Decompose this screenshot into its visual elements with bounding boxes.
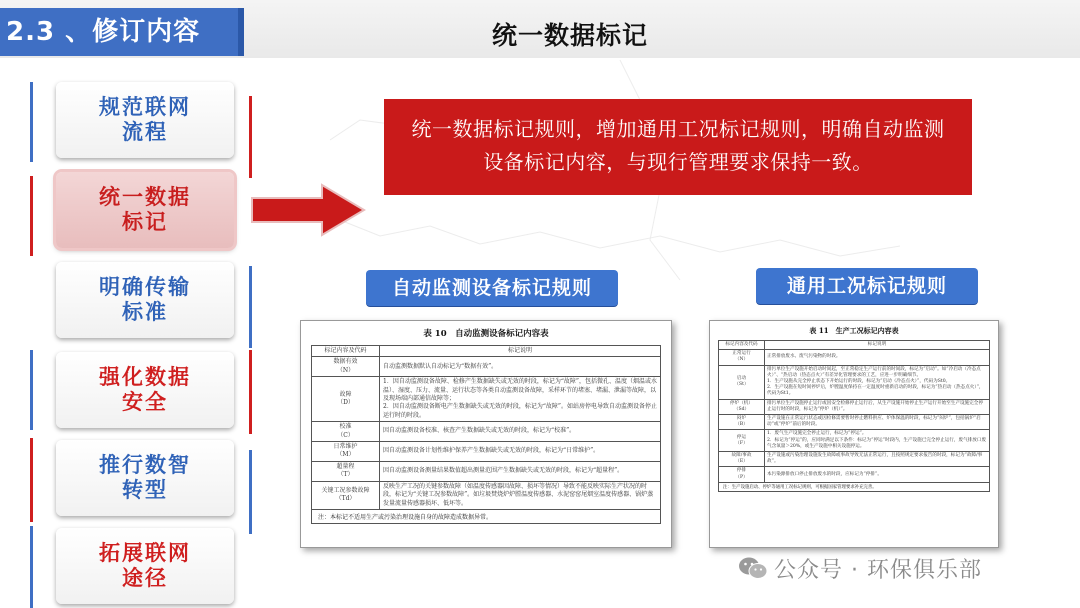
nav-item-label: 强化数据安全 — [99, 365, 191, 414]
table-cell-code: 校准 （C） — [312, 422, 380, 442]
table10-image — [300, 320, 672, 548]
right-arrow-icon — [250, 182, 368, 238]
table-cell-desc: 生产设施在正常运行状态或因检修需要暂时停止燃料供应、炉体保温的时段，标记为“闷炉”，包括锅炉“启动”或“停炉”前后的时段。 — [765, 415, 990, 430]
table-row — [312, 442, 661, 462]
nav-divider — [249, 96, 252, 178]
table-cell-code: 停运 （F） — [719, 430, 765, 452]
table-cell-desc: 1．废气生产设施完全停止运行，标记为“停运”。 2．标记为“停运”的，应同时满足以下条件：标记为“停运”时段内，生产设施已完全停止运行，废气排放口废气含氧量＞20%，或生产设施中相关设施停运。 — [765, 430, 990, 452]
table10-body — [312, 357, 661, 510]
table-cell-desc: 因自动监测设备校准、核查产生数据缺失或无效的时段，标记为“校准”。 — [380, 422, 661, 442]
table-cell-code: 故障 （D） — [312, 377, 380, 422]
table-cell-desc: 正常排放废水、废气污染物的时段。 — [765, 350, 990, 365]
table-cell-desc: 反映生产工况的关键参数故障（如温度传感器因故障、损坏等情况）导致不能反映实际生产状况的时段，标记为“关键工况参数故障”。如垃圾焚烧炉炉膛温度传感器、水泥窑窑尾烟室温度传感器、锅炉蒸发量流量传感器损坏、低坏等。 — [380, 481, 661, 509]
nav-item-unified-data-marking[interactable] — [56, 172, 234, 248]
nav-divider — [30, 438, 33, 522]
table10-header-code: 标记内容及代码 — [312, 346, 380, 357]
nav-item-label: 明确传输标准 — [99, 275, 191, 324]
watermark — [738, 550, 982, 586]
table-row — [719, 467, 990, 482]
table-cell-code: 超量程 （T） — [312, 461, 380, 481]
table10-header-desc: 标记说明 — [380, 346, 661, 357]
table-cell-desc: 生产设施或污染治理设施发生故障或事故导致无法正常运行，且按照规定要求报告的时段，标记为“故障/事故”。 — [765, 452, 990, 467]
table-cell-code: 日常维护 （M） — [312, 442, 380, 462]
table-row — [719, 365, 990, 399]
table-cell-desc: 因自动监测设备计划性维护保养产生数据缺失或无效的时段，标记为“日常维护”。 — [380, 442, 661, 462]
table-row — [719, 399, 990, 414]
summary-callout — [384, 99, 972, 195]
table-row — [312, 461, 661, 481]
nav-item-expand-network[interactable] — [56, 528, 234, 604]
section-tag-edge — [238, 8, 244, 56]
table11-note: 注：生产设施启动、停炉等通用工况标记规则，可根据国家管理要求补充完善。 — [718, 483, 990, 492]
table-cell-desc: 1．因自动监测设备故障、检修产生数据缺失或无效的时段，标记为“故障”，包括微孔、温度（烟温或水温）、湿度、压力、流量、运行状态等各类自动监测设备故障，采样环节的堵塞、堵漏、泄漏等故障，以及现场端内部通信故障等； 2．因自动监测设备断电产生数据缺失或无效的时段，标记为“故障”。如站房停电导致自动监测设备停止运行时的时段。 — [380, 377, 661, 422]
table-cell-code: 数据有效 （N） — [312, 357, 380, 377]
table-row — [719, 350, 990, 365]
table-cell-code: 正常运行 （N） — [719, 350, 765, 365]
nav-item-label: 统一数据标记 — [99, 185, 191, 234]
wechat-icon — [738, 556, 768, 580]
nav-item-data-security[interactable] — [56, 352, 234, 428]
table11-image — [709, 320, 999, 548]
section-tag: 2.3 、修订内容 — [0, 8, 244, 56]
nav-item-label: 规范联网流程 — [99, 95, 191, 144]
label-device-marking-rules: 自动监测设备标记规则 — [366, 270, 618, 306]
table-cell-desc: 因自动监测设备测量结果数值超出测量范围产生数据缺失或无效的时段，标记为“超量程”。 — [380, 461, 661, 481]
callout-line-1: 统一数据标记规则，增加通用工况标记规则，明确自动监测 — [411, 117, 945, 141]
nav-divider — [249, 350, 252, 434]
table-cell-code: 故障/事故 （E） — [719, 452, 765, 467]
nav-item-transmission-standard[interactable] — [56, 262, 234, 338]
nav-item-digital-transformation[interactable] — [56, 440, 234, 516]
nav-item-label: 推行数智转型 — [99, 453, 191, 502]
nav-divider — [30, 350, 33, 430]
table10-note: 注：本标记不适用生产或污染治理设施自身的故障造成数据异常。 — [311, 510, 661, 524]
table11 — [718, 340, 990, 483]
nav-item-network-process[interactable] — [56, 82, 234, 158]
table-row — [312, 481, 661, 509]
nav-divider — [249, 450, 252, 534]
table-cell-desc: 自动监测数据默认自动标记为“数据有效”。 — [380, 357, 661, 377]
table-cell-desc: 本污染源排放口停止排放废水的时段，应标记为“停排”。 — [765, 467, 990, 482]
table-row — [312, 377, 661, 422]
section-nav — [0, 80, 260, 608]
table11-header-code: 标记内容及代码 — [719, 341, 765, 350]
label-condition-marking-rules: 通用工况标记规则 — [756, 268, 978, 304]
nav-divider — [30, 526, 33, 608]
nav-item-label: 拓展联网途径 — [99, 541, 191, 590]
table-cell-code: 关键工况参数故障 （Td） — [312, 481, 380, 509]
table11-header-desc: 标记说明 — [765, 341, 990, 350]
table-cell-desc: 排污单位生产设施开始启动时间起，至正常稳定生产运行前的时间段，标记为“启动”。如“冷启动（冷态点火）”、“热启动（热态点火）”有差异化管理要求的工艺，应进一步明确细节。 1．生产设施从完全停止状态下开始运行的时段，标记为“启动（冷态点火）”，代码为St0。 2．生产设施在短时间停炉后，炉膛温度保持在一定温度时重新启动的时段，标记为“热启动（热态点火）”，代码为St1。 — [765, 365, 990, 399]
nav-divider — [249, 266, 252, 348]
table-row — [719, 430, 990, 452]
table-row — [312, 357, 661, 377]
table-row — [719, 415, 990, 430]
nav-divider — [30, 176, 33, 256]
table-row — [312, 422, 661, 442]
table-cell-code: 启动 （St） — [719, 365, 765, 399]
table10 — [311, 345, 661, 510]
callout-line-2: 设备标记内容，与现行管理要求保持一致。 — [483, 150, 873, 174]
table-row — [719, 452, 990, 467]
table11-body — [719, 350, 990, 483]
table11-title: 表 11 生产工况标记内容表 — [809, 326, 899, 335]
table-cell-desc: 排污单位生产设施停止运行或因安全检修停止运行后，从生产设施开始停止生产运行开始至生产设施完全停止运行时的时段，标记为“停炉（机）”。 — [765, 399, 990, 414]
table10-title: 表 10 自动监测设备标记内容表 — [423, 329, 549, 339]
watermark-text: 公众号 · 环保俱乐部 — [774, 557, 982, 583]
nav-divider — [30, 82, 33, 162]
page-title: 统一数据标记 — [491, 21, 648, 50]
table-cell-code: 停排 （P） — [719, 467, 765, 482]
table-cell-code: 停炉（机） （Sd） — [719, 399, 765, 414]
table-cell-code: 闷炉 （B） — [719, 415, 765, 430]
